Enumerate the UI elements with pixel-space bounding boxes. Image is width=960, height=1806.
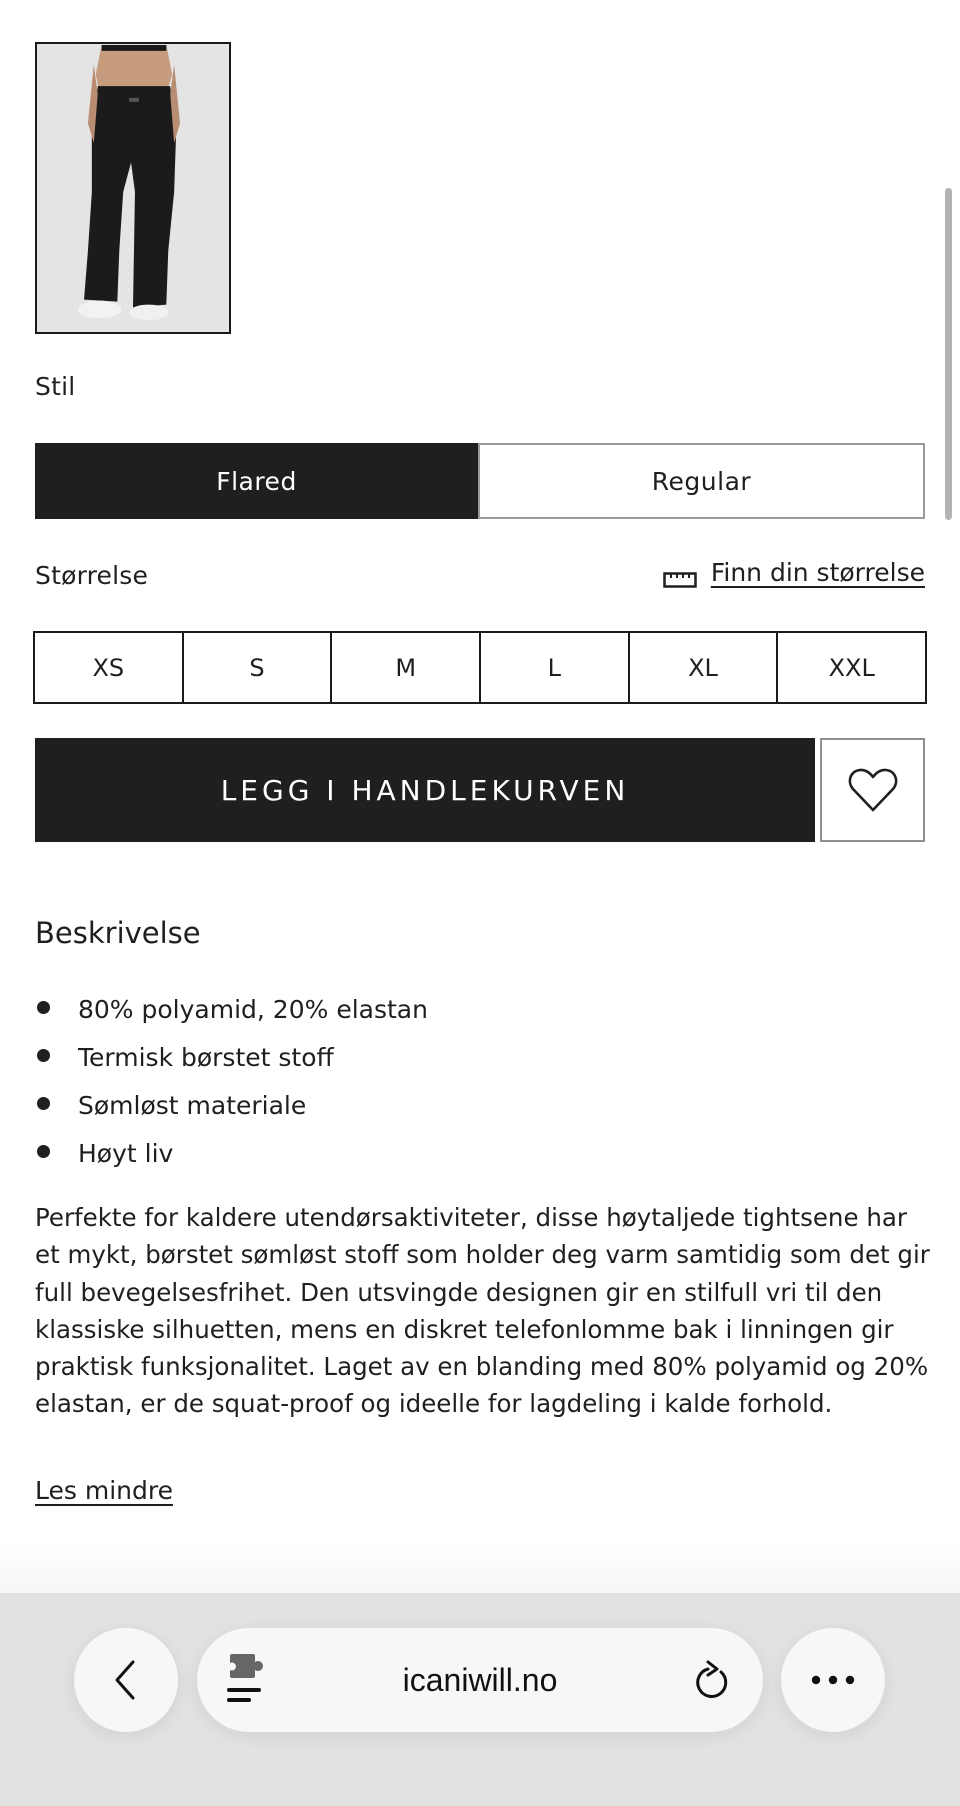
read-less-link[interactable]: Les mindre: [35, 1476, 173, 1505]
size-guide-text[interactable]: Finn din størrelse: [710, 558, 925, 587]
size-selector: [33, 631, 927, 704]
toolbar-fade: [0, 1540, 960, 1594]
feature-text: Høyt liv: [78, 1139, 174, 1168]
url-text[interactable]: icaniwill.no: [402, 1662, 558, 1698]
description-body: Perfekte for kaldere utendørsaktiviteter, disse høytaljede tightsene har et mykt, børstet sømløst stoff som holder deg varm samtidig som det gir full bevegelsesfrihet. Den utsvingde designen gir en stilfull vri til den klassiske silhuetten, mens en diskret telefonlomme bak i linningen gir praktisk funksjonalitet. Laget av en blanding med 80% polyamid og 20% elastan, er de squat-proof og ideelle for lagdeling i kalde forhold.: [35, 1203, 930, 1419]
feature-item: [35, 1130, 428, 1178]
feature-text: 80% polyamid, 20% elastan: [78, 995, 428, 1024]
heart-icon: [848, 767, 898, 813]
product-thumbnail[interactable]: [35, 42, 231, 334]
feature-text: Termisk børstet stoff: [78, 1043, 334, 1072]
back-button[interactable]: [74, 1628, 178, 1732]
size-option-xl[interactable]: XL: [630, 633, 779, 702]
bullet-icon: [37, 1049, 50, 1062]
feature-text: Sømløst materiale: [78, 1091, 307, 1120]
style-toggle: [35, 443, 925, 519]
more-options-button[interactable]: [781, 1628, 885, 1732]
address-bar[interactable]: [197, 1628, 763, 1732]
feature-item: [35, 1034, 428, 1082]
size-option-l[interactable]: L: [481, 633, 630, 702]
description-title: Beskrivelse: [35, 916, 201, 950]
size-guide-link[interactable]: [663, 558, 925, 587]
size-option-m[interactable]: M: [332, 633, 481, 702]
ruler-icon: [663, 565, 697, 581]
size-option-xs[interactable]: XS: [35, 633, 184, 702]
product-image: [37, 44, 229, 332]
size-option-s[interactable]: S: [184, 633, 333, 702]
size-label: Størrelse: [35, 561, 149, 590]
wishlist-button[interactable]: [820, 738, 925, 842]
add-to-cart-button[interactable]: LEGG I HANDLEKURVEN: [35, 738, 815, 842]
feature-item: [35, 1082, 428, 1130]
feature-item: [35, 986, 428, 1034]
style-label: Stil: [35, 372, 76, 401]
style-option-flared[interactable]: Flared: [35, 443, 478, 519]
bullet-icon: [37, 1145, 50, 1158]
style-option-regular[interactable]: Regular: [478, 443, 925, 519]
chevron-left-icon: [111, 1658, 141, 1702]
bullet-icon: [37, 1097, 50, 1110]
page-scrollbar[interactable]: [945, 188, 952, 520]
size-option-xxl[interactable]: XXL: [778, 633, 925, 702]
bullet-icon: [37, 1001, 50, 1014]
ellipsis-icon: [811, 1675, 855, 1685]
feature-list: [35, 986, 428, 1178]
reload-icon[interactable]: [693, 1660, 733, 1700]
